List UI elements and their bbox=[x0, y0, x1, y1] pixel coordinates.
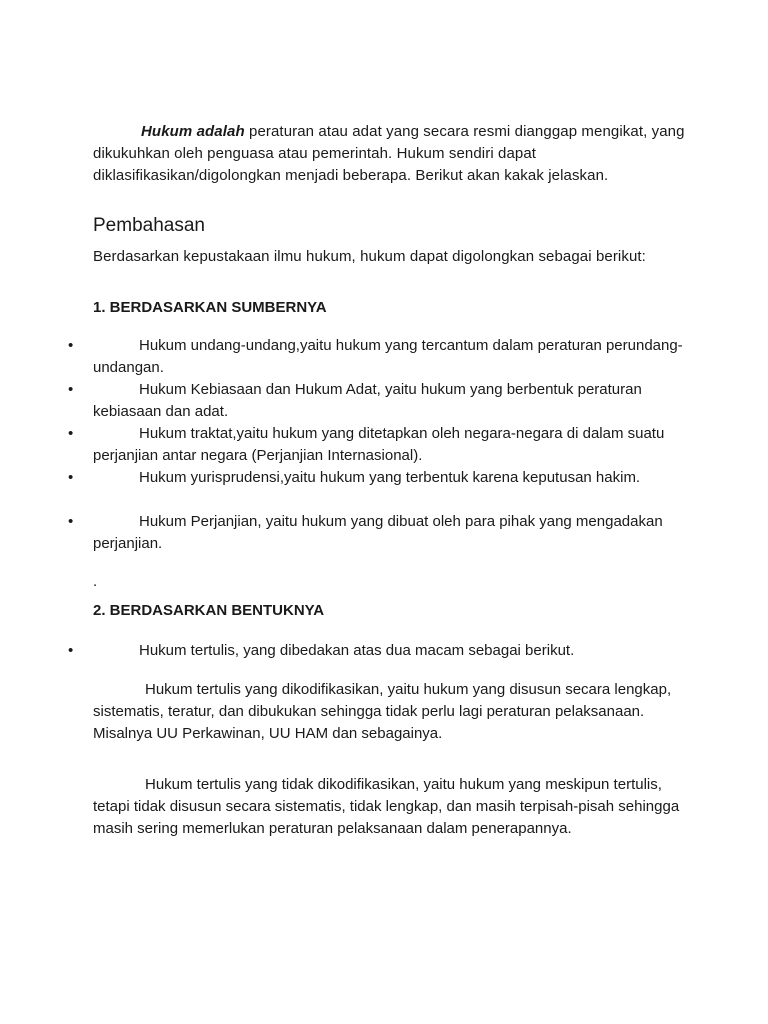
sub-paragraph-uncodified: Hukum tertulis yang tidak dikodifikasikan, yaitu hukum yang meskipun tertulis, tetapi tidak disusun secara sistematis, tidak lengkap, dan masih terpisah-pisah sehingga masih sering memerlukan peraturan pelaksanaan dalam penerapannya. bbox=[93, 776, 680, 837]
list-item: Hukum Perjanjian, yaitu hukum yang dibuat oleh para pihak yang mengadakan perjanjian. bbox=[93, 513, 663, 552]
intro-lead-term: Hukum adalah bbox=[141, 123, 245, 140]
bullet-marker: • bbox=[68, 469, 74, 486]
section-heading: Pembahasan bbox=[93, 215, 205, 236]
list-item: Hukum Kebiasaan dan Hukum Adat, yaitu hukum yang berbentuk peraturan kebiasaan dan adat. bbox=[93, 381, 642, 420]
lead-paragraph: Berdasarkan kepustakaan ilmu hukum, hukum dapat digolongkan sebagai berikut: bbox=[93, 248, 646, 265]
list-item: Hukum tertulis, yang dibedakan atas dua macam sebagai berikut. bbox=[139, 642, 575, 659]
bullet-marker: • bbox=[68, 337, 74, 354]
list-item: Hukum yurisprudensi,yaitu hukum yang terbentuk karena keputusan hakim. bbox=[139, 469, 641, 486]
bullet-marker: • bbox=[68, 513, 74, 530]
intro-definition: peraturan atau adat yang secara resmi dianggap mengikat, yang dikukuhkan oleh penguasa atau pemerintah. Hukum sendiri dapat diklasifikasikan/digolongkan menjadi beberapa. Berikut akan kakak jelaskan. bbox=[93, 123, 685, 184]
section-2-title: 2. BERDASARKAN BENTUKNYA bbox=[93, 602, 325, 619]
intro-paragraph bbox=[93, 121, 693, 187]
bullet-marker: • bbox=[68, 642, 74, 659]
bullet-marker: • bbox=[68, 381, 74, 398]
stray-dot: . bbox=[93, 573, 98, 590]
bullet-marker: • bbox=[68, 425, 74, 442]
list-item: Hukum traktat,yaitu hukum yang ditetapkan oleh negara-negara di dalam suatu perjanjian antar negara (Perjanjian Internasional). bbox=[93, 425, 665, 464]
sub-paragraph-codified: Hukum tertulis yang dikodifikasikan, yaitu hukum yang disusun secara lengkap, sistematis, teratur, dan dibukukan sehingga tidak perlu lagi peraturan pelaksanaan. Misalnya UU Perkawinan, UU HAM dan sebagainya. bbox=[93, 681, 672, 742]
list-item: Hukum undang-undang,yaitu hukum yang tercantum dalam peraturan perundang-undangan. bbox=[93, 337, 683, 376]
section-1-title: 1. BERDASARKAN SUMBERNYA bbox=[93, 299, 327, 316]
